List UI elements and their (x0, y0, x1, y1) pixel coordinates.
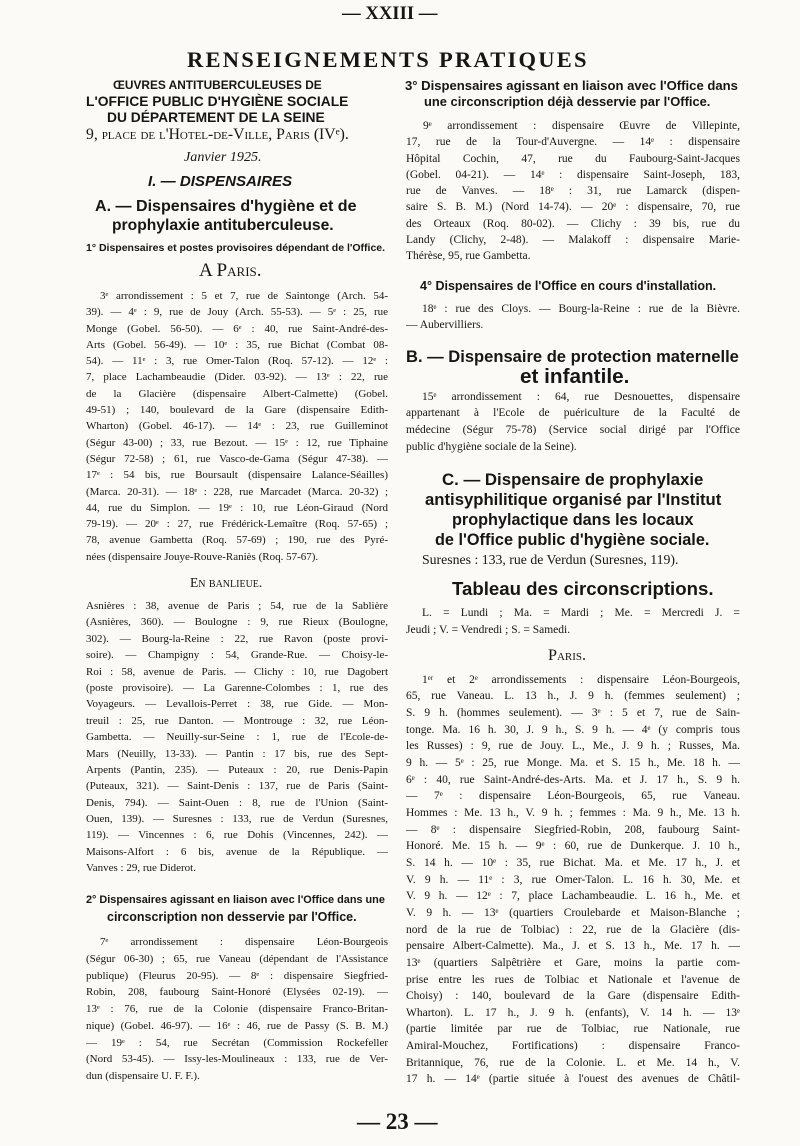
banlieue-dispensary-list (86, 598, 388, 877)
text-line: 65, rue Vaneau. L. 13 h., J. 9 h. (femmes seulement) ; (406, 690, 740, 703)
text-line: V. 9 h. — 12ᵉ : 7, place Lachambeaudie. L. 16 h., Me. et (406, 890, 740, 903)
text-line: 3ᵉ arrondissement : 5 et 7, rue de Saintonge (Arch. 54- (100, 290, 388, 302)
org-name-line-1: ŒUVRES ANTITUBERCULEUSES DE (113, 78, 322, 92)
text-line: soire). — Champigny : 54, Grande-Rue. — Choisy-le- (86, 649, 388, 662)
text-line: — 7ᵉ : dispensaire Léon-Bourgeois, 65, rue Vaneau. (406, 790, 740, 803)
text-line: de la Glacière (dispensaire Albert-Calmette) (Gobel. (86, 387, 388, 400)
text-line: — 8ᵉ : dispensaire Siegfried-Robin, 208, faubourg Saint- (406, 823, 740, 836)
text-line: 15ᵉ arrondissement : 64, rue Desnouettes, dispensaire (422, 390, 740, 403)
text-line: prise entre les rues de Tolbiac et Nationale et l'avenue de (406, 973, 740, 986)
running-head: — XXIII — (342, 3, 438, 24)
text-line: L. = Lundi ; Ma. = Mardi ; Me. = Mercredi J. = (422, 606, 740, 619)
text-line: Honoré. Me. 15 h. — 9ᵉ : 60, rue de Dunkerque. J. 10 h., (406, 840, 740, 853)
paris-schedule-list (406, 672, 740, 1088)
text-line: 78, avenue Gambetta (Roq. 57-69) ; 190, rue des Pyré- (86, 534, 388, 547)
heading-b-line-2: et infantile. (520, 365, 630, 388)
text-line: nées (dispensaire Jouye-Rouve-Raniès (Roq. 57-67). (86, 550, 319, 563)
text-line: S. 14 h. — 10ᵉ : 35, rue Bichat. Ma. et Me. 17 h., J. et (406, 856, 740, 869)
text-line: (poste provisoire). — La Garenne-Colombes : 1, rue des (86, 681, 388, 694)
text-line: (Nord 53-45). — Issy-les-Moulineaux : 133, rue de Ver- (86, 1053, 388, 1066)
text-line: Mars (Neuilly, 13-33). — Pantin : 17 bis, rue des Sept- (86, 747, 388, 760)
text-line: Hommes : Me. 13 h., V. 9 h. ; femmes : Ma. 9 h., Me. 13 h. (406, 806, 740, 819)
text-line: 119). — Vincennes : 6, rue Dohis (Vincennes, 242). — (86, 829, 388, 842)
text-line: Roi : 58, avenue de Paris. — Clichy : 10, rue Dagobert (86, 665, 388, 678)
text-line: Thérèse, 95, rue Gambetta. (406, 250, 531, 262)
text-line: (partie limitée par rue de Tolbiac, rue Nationale, rue (406, 1023, 740, 1036)
text-line: 49-51) ; 140, boulevard de la Gare (dispensaire Edith- (86, 404, 388, 417)
text-line: 44, rue du Simplon. — 19ᵉ : 10, rue Léon-Giraud (Nord (86, 501, 388, 514)
text-line: 7ᵉ arrondissement : dispensaire Léon-Bourgeois (100, 936, 388, 948)
heading-b-line-1: B. — Dispensaire de protection maternelle (406, 347, 739, 366)
paris-label: A Paris. (199, 260, 262, 281)
text-line: saire S. B. M.) (Nord 14-74). — 20ᵉ : dispensaire, 70, rue (406, 201, 740, 214)
text-line: 39). — 4ᵉ : 9, rue de Jouy (Arch. 55-53). — 5ᵉ : 25, rue (86, 306, 388, 319)
text-line: — 19ᵉ : 54, rue Secrétan (Commission Rockefeller (86, 1036, 388, 1049)
text-line: Robin, 208, faubourg Saint-Honoré (Elysées 02-19). — (86, 986, 388, 999)
text-line: Jeudi ; V. = Vendredi ; S. = Samedi. (406, 623, 571, 636)
text-line: les Russes) : 9, rue de Jouy. L., Me., J. 9 h. ; Russes, Ma. (406, 740, 740, 753)
text-line: (Ségur 06-30) ; 65, rue Vaneau (dépendant de l'Assistance (86, 952, 388, 965)
text-line: treuil : 25, rue Danton. — Montrouge : 32, rue Léon- (86, 714, 388, 727)
text-line: Denis, 794). — Saint-Ouen : 8, rue de l'Union (Saint- (86, 796, 388, 809)
text-line: tonge. Ma. 16 h. 30, J. 9 h., S. 9 h. — 4ᵉ (y compris tous (406, 723, 740, 736)
text-line: — Aubervilliers. (406, 319, 484, 331)
text-line: Landy (Clichy, 2-48). — Malakoff : dispensaire Marie- (406, 233, 740, 246)
text-line: publique) (Fleurus 20-95). — 8ᵉ : dispensaire Siegfried- (86, 969, 388, 982)
text-line: Hôpital Cochin, 47, rue du Faubourg-Saint-Jacques (406, 152, 740, 165)
text-line: 1ᵉʳ et 2ᵉ arrondissements : dispensaire Léon-Bourgeois, (422, 673, 740, 686)
text-line: 6ᵉ : 40, rue Saint-André-des-Arts. Ma. et J. 17 h., S. 9 h. (406, 773, 740, 786)
text-line: (Ségur 43-00) ; 33, rue Bezout. — 15ᵉ : 12, rue Tiphaine (86, 436, 388, 449)
text-line: 17, rue de la Tour-d'Auvergne. — 14ᵉ : dispensaire (406, 136, 740, 149)
org-name-line-3: DU DÉPARTEMENT DE LA SEINE (107, 110, 325, 125)
text-line: 9 h. — 5ᵉ : 25, rue Monge. Ma. et S. 15 h., Me. 18 h. — (406, 756, 740, 769)
text-line: pensaire Albert-Calmette). Ma., J. et S. 13 h., Me. 17 h. — (406, 940, 740, 953)
text-line: Wharton). L. 17 h., J. 9 h. (enfants), V. 14 h. — 13ᵉ (406, 1006, 740, 1019)
text-line: 79-19). — 20ᵉ : 27, rue Frédérick-Lemaître (Roq. 57-65) ; (86, 518, 388, 531)
banlieue-label: En banlieue. (190, 575, 263, 590)
org-address: 9, place de l'Hotel-de-Ville, Paris (IVᵉ). (86, 126, 349, 143)
text-line: (Gobel. 04-21). — 14ᵉ : dispensaire Saint-Joseph, 183, (406, 168, 740, 181)
text-line: V. 9 h. — 13ᵉ (quartiers Croulebarde et Maison-Blanche ; (406, 906, 740, 919)
text-line: 13ᵉ (quartiers Salpêtrière et Gare, moins la partie com- (406, 956, 740, 969)
subheading-1: 1° Dispensaires et postes provisoires dépendant de l'Office. (86, 242, 386, 254)
table-title: Tableau des circonscriptions. (452, 578, 714, 599)
subheading-3-line-2: une circonscription déjà desservie par l'Office. (424, 94, 711, 109)
org-name-line-2: L'OFFICE PUBLIC D'HYGIÈNE SOCIALE (86, 93, 349, 109)
text-line: Arts (Gobel. 56-49). — 10ᵉ : 35, rue Bichat (Combat 08- (86, 338, 388, 351)
text-line: des Orteaux (Roq. 80-02). — Clichy : 39 bis, rue du (406, 217, 740, 230)
text-line: Voyageurs. — Levallois-Perret : 38, rue Gide. — Mon- (86, 698, 388, 711)
text-line: (Ségur 72-58) ; 61, rue Vasco-de-Gama (Ségur 47-38). — (86, 452, 388, 465)
heading-c-address: Suresnes : 133, rue de Verdun (Suresnes, 119). (422, 552, 679, 567)
text-line: (Asnières, 360). — Boulogne : 9, rue Rieux (Boulogne, (86, 616, 388, 629)
text-line: Monge (Gobel. 56-50). — 6ᵉ : 40, rue Saint-André-des- (86, 322, 388, 335)
text-line: Vanves : 29, rue Diderot. (86, 862, 196, 875)
text-line: médecine (Ségur 75-78) (Service social dirigé par l'Office (406, 423, 740, 436)
text-line: rue de Vanves. — 18ᵉ : 31, rue Lamarck (dispen- (406, 185, 740, 197)
text-line: Amiral-Mouchez, Fortifications) : dispensaire Franco- (406, 1040, 740, 1053)
text-line: 17ᵉ : 54 bis, rue Boursault (dispensaire Lalance-Séailles) (86, 469, 388, 482)
subheading-2-line-2: circonscription non desservie par l'Office. (107, 910, 357, 924)
text-line: 9ᵉ arrondissement : dispensaire Œuvre de Villepinte, (423, 120, 740, 132)
text-line: Choisy) : 140, boulevard de la Gare (dispensaire Edith- (406, 990, 740, 1003)
text-line: Gambetta. — Neuilly-sur-Seine : 1, rue de l'Ecole-de- (86, 731, 388, 744)
text-line: nord de la rue de Tolbiac) : 22, rue de la Glacière (dis- (406, 923, 740, 936)
installation-list (406, 301, 740, 333)
text-line: Asnières : 38, avenue de Paris ; 54, rue de la Sablière (86, 600, 388, 612)
maternal-dispensary-text (406, 389, 740, 456)
text-line: 18ᵉ : rue des Cloys. — Bourg-la-Reine : rue de la Bièvre. (422, 303, 740, 315)
day-abbreviation-legend (406, 605, 740, 639)
subheading-3-line-1: 3° Dispensaires agissant en liaison avec l'Office dans (405, 78, 738, 93)
text-line: Ouen, 139). — Suresnes : 133, rue de Verdun (Suresnes, (86, 813, 388, 826)
text-line: (Marca. 20-31). — 18ᵉ : 228, rue Marcadet (Marca. 20-32) ; (86, 485, 388, 498)
section-heading: I. — DISPENSAIRES (148, 173, 293, 190)
heading-a-line-1: A. — Dispensaires d'hygiène et de (95, 197, 357, 215)
heading-c-line-3: prophylactique dans les locaux (452, 511, 694, 529)
subheading-2-line-1: 2° Dispensaires agissant en liaison avec l'Office dans une (86, 894, 385, 906)
text-line: Arpents (Pantin, 235). — Puteaux : 20, rue Denis-Papin (86, 763, 388, 776)
heading-a-line-2: prophylaxie antituberculeuse. (112, 217, 334, 234)
issue-date: Janvier 1925. (184, 149, 262, 165)
text-line: appartenant à l'Ecole de puériculture de la Faculté de (406, 407, 740, 420)
text-line: dun (dispensaire U. F. F.). (86, 1070, 200, 1082)
text-line: 302). — Bourg-la-Reine : 22, rue Ravon (poste provi- (86, 632, 388, 645)
text-line: public d'hygiène sociale de la Seine). (406, 440, 577, 453)
text-line: 13ᵉ : 76, rue de la Colonie (dispensaire Franco-Britan- (86, 1003, 388, 1015)
text-line: (Puteaux, 321). — Saint-Denis : 137, rue de Paris (Saint- (86, 780, 388, 793)
heading-c-line-4: de l'Office public d'hygiène sociale. (435, 531, 710, 549)
heading-c-line-2: antisyphilitique organisé par l'Institut (425, 490, 722, 509)
page-number: — 23 — (357, 1108, 438, 1134)
subheading-4: 4° Dispensaires de l'Office en cours d'installation. (420, 279, 717, 293)
text-line: Britannique, 76, rue de la Colonie. L. et Me. 14 h., V. (406, 1056, 740, 1069)
text-line: 7, place Lachambeaudie (Dider. 03-92). — 13ᵉ : 22, rue (86, 371, 388, 384)
text-line: V. 9 h. — 11ᵉ : 3, rue Omer-Talon. L. 16 h. 30, Me. et (406, 873, 740, 886)
text-line: Wharton) (Gobel. 46-17). — 14ᵉ : 23, rue Guilleminot (86, 420, 388, 433)
text-line: 17 h. — 14ᵉ (partie située à l'ouest des avenues de Châtil- (406, 1073, 740, 1086)
heading-c-line-1: C. — Dispensaire de prophylaxie (442, 470, 704, 489)
text-line: Maisons-Alfort : 6 bis, avenue de la République. — (86, 845, 388, 858)
paris-schedule-label: Paris. (548, 647, 587, 664)
text-line: 54). — 11ᵉ : 3, rue Omer-Talon (Roq. 57-12). — 12ᵉ : (86, 355, 388, 368)
liaison-dispensary-list (86, 934, 388, 1085)
paris-dispensary-list (86, 288, 388, 565)
served-dispensary-list (406, 118, 740, 264)
page-title: RENSEIGNEMENTS PRATIQUES (187, 47, 589, 72)
text-line: S. 9 h. (hommes seulement). — 3ᵉ : 5 et 7, rue de Sain- (406, 707, 740, 719)
text-line: nique) (Gobel. 46-97). — 16ᵉ : 46, rue de Passy (S. B. M.) (86, 1019, 388, 1032)
